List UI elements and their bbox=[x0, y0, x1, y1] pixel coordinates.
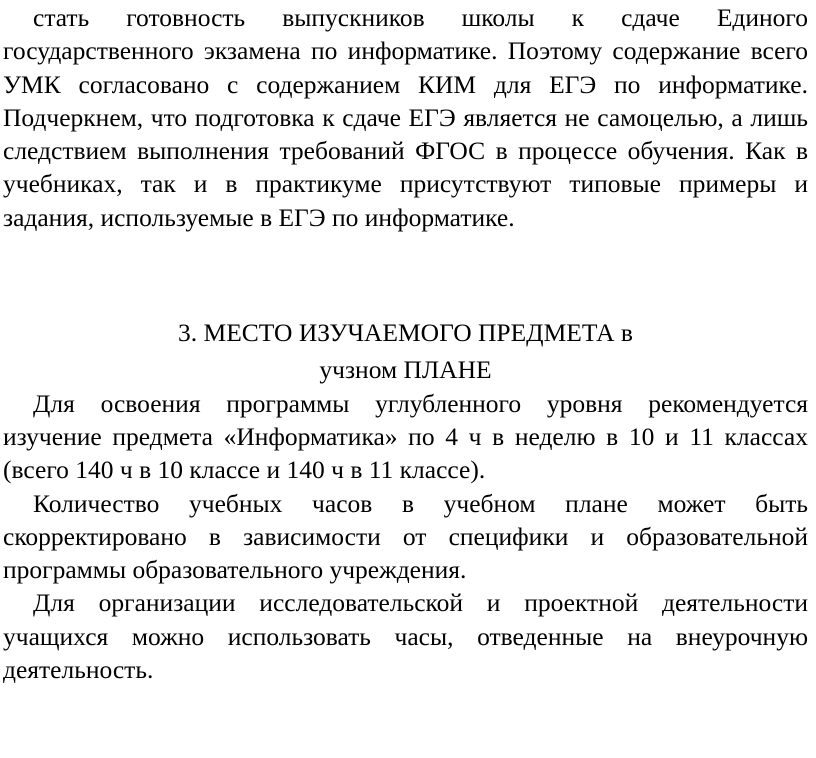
document-page bbox=[3, 0, 808, 686]
intro-paragraph: стать готовность выпускников школы к сдаче Единого государственного экзамена по информатике. Поэтому содержание всего УМК согласовано с содержанием КИМ для ЕГЭ по информатике. Подчеркнем, что подготовка к сдаче ЕГЭ является не самоцелью, а лишь следствием выполнения требований ФГОС в процессе обучения. Как в учебниках, так и в практикуме присутствуют типовые примеры и задания, используемые в ЕГЭ по информатике. bbox=[3, 3, 808, 232]
section-heading-line-1: 3. МЕСТО ИЗУЧАЕМОГО ПРЕДМЕТА в bbox=[178, 318, 633, 348]
section-heading-line-2: учзном ПЛАНЕ bbox=[319, 355, 492, 385]
paragraph-study-hours: Для освоения программы углубленного уровня рекомендуется изучение предмета «Информатика» по 4 ч в неделю в 10 и 11 классах (всего 140 ч в 10 классе и 140 ч в 11 классе). bbox=[3, 388, 808, 485]
paragraph-project-activity: Для организации исследовательской и проектной деятельности учащихся можно использовать часы, отведенные на внеурочную деятельность. bbox=[3, 588, 808, 685]
paragraph-hours-adjustment: Количество учебных часов в учебном плане может быть скорректировано в зависимости от специфики и образовательной программы образовательного учреждения. bbox=[3, 488, 808, 585]
